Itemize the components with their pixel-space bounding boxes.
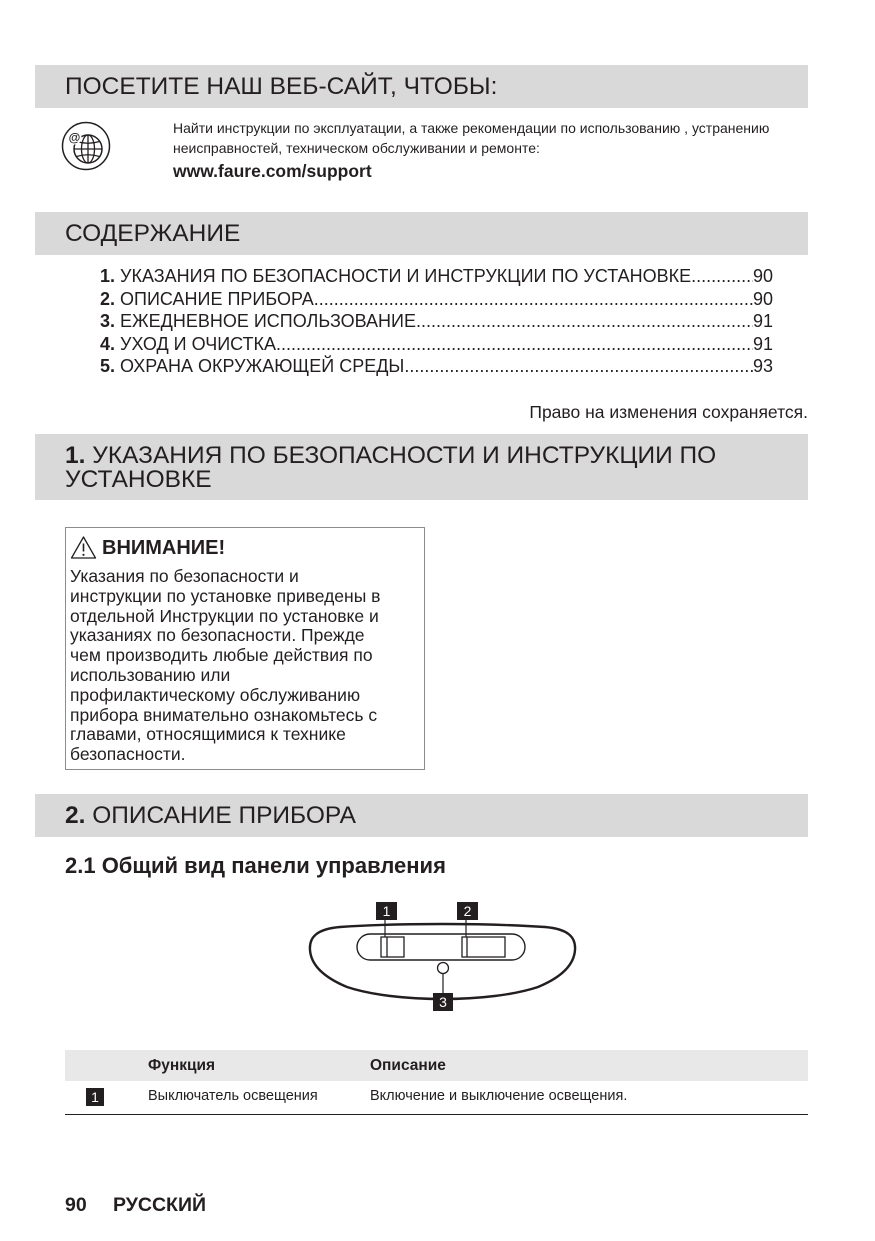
toc-entry-text: ОПИСАНИЕ ПРИБОРА [120,288,314,309]
toc-entry[interactable] [100,265,773,288]
table-row [65,1081,808,1115]
section-2-title [65,794,356,837]
globe-icon-at-glyph: @ [68,130,81,145]
toc-entry-page: 91 [752,311,773,331]
toc-entry-page: 90 [752,266,773,286]
warning-exclamation-dot [82,554,84,556]
section-2-header [35,794,808,837]
toc-entry[interactable] [100,333,773,356]
footer-page-number: 90 [65,1194,87,1216]
toc-leader-dots [314,288,753,311]
website-description-line: Найти инструкции по эксплуатации, а также рекомендации по использованию , устранению [173,120,770,136]
toc-entry[interactable] [100,288,773,311]
visit-website-header [35,65,808,108]
warning-triangle-icon [70,535,97,560]
warning-text-line: прибора внимательно ознакомьтесь с [70,704,378,725]
toc-entry-text: ОХРАНА ОКРУЖАЮЩЕЙ СРЕДЫ [120,356,405,376]
warning-text-line: профилактическому обслуживанию [70,684,361,705]
warning-box [65,527,425,770]
indicator-lamp [438,963,449,974]
warning-text-line: Указания по безопасности и [70,566,299,586]
column-header-function: Функция [148,1057,216,1074]
toc-entry-title [100,333,276,356]
section-1-number: 1. [65,442,86,469]
warning-text-line: главами, относящимися к технике [70,724,346,745]
toc-leader-dots [691,265,753,288]
footer-language: РУССКИЙ [113,1194,206,1216]
section-1-title-text: УКАЗАНИЯ ПО БЕЗОПАСНОСТИ И ИНСТРУКЦИИ ПО [92,442,717,469]
warning-text-line: отдельной Инструкции по установке и [70,605,379,626]
toc-entry-page: 91 [752,333,773,354]
section-2-number: 2. [65,802,86,829]
globe-at-icon [60,120,112,172]
visit-website-title: ПОСЕТИТЕ НАШ ВЕБ-САЙТ, ЧТОБЫ: [65,73,498,100]
toc-entry-text: УХОД И ОЧИСТКА [120,333,277,354]
toc-entry-title [100,355,404,378]
support-website-link[interactable]: www.faure.com/support [173,161,372,181]
control-panel-diagram [300,895,585,1020]
callout-label-1: 1 [382,903,391,919]
toc-entry-title [100,310,416,333]
warning-title: ВНИМАНИЕ! [102,537,226,559]
toc-entry-page: 93 [752,356,773,376]
toc-entry-title [100,288,314,311]
toc-leader-dots [404,355,753,378]
column-header-description: Описание [370,1057,446,1074]
warning-text-line: использованию или [70,664,231,685]
contents-title: СОДЕРЖАНИЕ [65,220,241,247]
table-of-contents [100,265,773,378]
section-1-header [35,434,808,500]
warning-text-line: инструкции по установке приведены в [70,585,381,606]
toc-entry[interactable] [100,355,773,378]
toc-entry-number: 4. [100,333,116,354]
section-2-title-text: ОПИСАНИЕ ПРИБОРА [92,802,356,829]
warning-text-line: чем производить любые действия по [70,645,373,666]
callout-label-3: 3 [439,994,447,1010]
rights-notice: Право на изменения сохраняется. [529,402,808,422]
callout-label-2: 2 [463,903,472,919]
toc-entry-page: 90 [752,288,773,309]
toc-entry-number: 3. [100,311,116,331]
toc-entry-text: ЕЖЕДНЕВНОЕ ИСПОЛЬЗОВАНИЕ [120,311,416,331]
toc-entry-text: УКАЗАНИЯ ПО БЕЗОПАСНОСТИ И ИНСТРУКЦИИ ПО УСТАНОВКЕ [120,266,692,286]
section-1-title-line [65,444,716,468]
row-function-cell: Выключатель освещения [148,1088,318,1104]
toc-entry[interactable] [100,310,773,333]
toc-entry-number: 2. [100,288,116,309]
function-table-header [65,1050,808,1081]
warning-text-line: указаниях по безопасности. Прежде [70,625,365,646]
warning-text-line: безопасности. [70,744,186,765]
toc-leader-dots [416,310,753,333]
light-switch-1 [381,937,404,957]
toc-entry-number: 1. [100,266,116,286]
toc-leader-dots [276,333,753,356]
website-description-line: неисправностей, техническом обслуживании и ремонте: [173,140,540,156]
row-number-badge: 1 [86,1088,104,1106]
light-switch-2 [462,937,505,957]
contents-header [35,212,808,255]
subsection-2-1-title: 2.1 Общий вид панели управления [65,853,446,878]
toc-entry-title [100,265,691,288]
warning-text [70,567,380,765]
row-description-cell: Включение и выключение освещения. [370,1088,628,1104]
section-1-title [65,444,716,492]
toc-entry-number: 5. [100,356,116,376]
section-1-title-line: УСТАНОВКЕ [65,466,212,493]
